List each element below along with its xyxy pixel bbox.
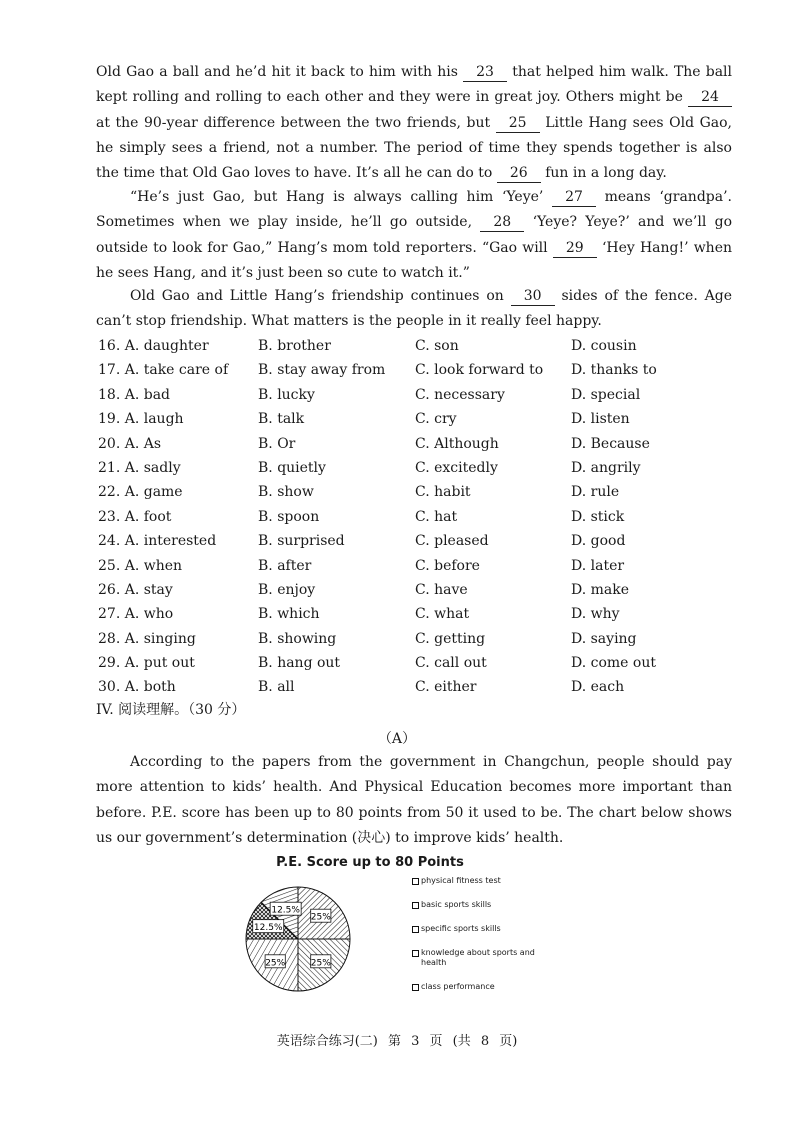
page-footer: 英语综合练习(二) 第 3 页 (共 8 页) — [276, 1034, 518, 1049]
blank-26: 26 — [497, 165, 541, 183]
legend-swatch — [412, 926, 419, 933]
option-c: C. Although — [415, 435, 499, 452]
option-row — [98, 334, 738, 358]
option-c: C. son — [415, 338, 459, 354]
option-b: B. quietly — [258, 459, 326, 476]
option-row — [98, 554, 738, 578]
legend-label: knowledge about sports and health — [421, 948, 535, 967]
option-row — [98, 407, 738, 431]
option-a: 30. A. both — [98, 679, 176, 696]
legend-item — [412, 900, 552, 910]
option-d: D. special — [571, 386, 641, 403]
passage-text: Little Hang sees Old Gao, he simply sees a friend, not a number. The period of time they spends together is also the time that Old Gao loves to have. It’s all he can do to — [96, 114, 732, 182]
option-b: B. spoon — [258, 508, 320, 525]
option-a: 26. A. stay — [98, 581, 173, 598]
legend-item — [412, 982, 552, 992]
option-b: B. show — [258, 484, 314, 501]
option-c: C. getting — [415, 630, 486, 647]
blank-29: 29 — [553, 240, 597, 258]
passage-label: （A） — [377, 731, 417, 747]
option-b: B. hang out — [258, 655, 341, 672]
option-row — [98, 529, 738, 553]
blank-25: 25 — [496, 115, 540, 133]
section-heading: IV. 阅读理解。（30 分） — [96, 702, 246, 718]
option-d: D. each — [571, 679, 625, 696]
passage-paragraph-1 — [96, 60, 732, 186]
chart-legend — [412, 876, 552, 1006]
option-c: C. pleased — [415, 533, 489, 550]
option-d: D. Because — [571, 435, 650, 452]
pie-slice-label: 25% — [265, 958, 286, 969]
option-c: C. necessary — [415, 386, 505, 403]
legend-label: basic sports skills — [421, 900, 492, 909]
option-a: 25. A. when — [98, 557, 183, 574]
option-b: B. brother — [258, 338, 331, 354]
option-d: D. angrily — [571, 459, 641, 476]
option-d: D. rule — [571, 484, 620, 501]
option-row — [98, 383, 738, 407]
legend-item — [412, 948, 552, 968]
passage-paragraph-2 — [96, 185, 732, 286]
option-a: 24. A. interested — [98, 533, 217, 550]
option-b: B. lucky — [258, 386, 315, 403]
passage-text: means ‘grandpa’. Sometimes when we play inside, he’ll go outside, — [96, 189, 732, 231]
option-row — [98, 432, 738, 456]
legend-item — [412, 876, 552, 886]
option-d: D. thanks to — [571, 362, 657, 379]
option-row — [98, 675, 738, 699]
blank-27: 27 — [552, 189, 596, 207]
pie-slice-label: 25% — [310, 958, 331, 969]
option-d: D. later — [571, 557, 625, 574]
option-a: 20. A. As — [98, 435, 162, 452]
option-b: B. surprised — [258, 533, 345, 550]
option-c: C. excitedly — [415, 459, 498, 476]
legend-swatch — [412, 902, 419, 909]
option-b: B. which — [258, 606, 320, 623]
option-row — [98, 456, 738, 480]
option-b: B. enjoy — [258, 581, 316, 598]
passage-paragraph-3 — [96, 284, 732, 335]
legend-label: class performance — [421, 982, 495, 991]
legend-label: physical fitness test — [421, 876, 501, 885]
option-b: B. after — [258, 557, 312, 574]
passage-text: “He’s just Gao, but Hang is always calling him ‘Yeye’ — [130, 189, 552, 205]
pie-slice-label: 12.5% — [253, 923, 283, 934]
option-c: C. cry — [415, 411, 457, 428]
option-d: D. saying — [571, 630, 637, 647]
option-row — [98, 505, 738, 529]
answer-options — [98, 334, 738, 700]
option-a: 28. A. singing — [98, 630, 196, 647]
passage-text: ‘Yeye? Yeye?’ and we’ll go outside to look for Gao,” Hang’s mom told reporters. “Gao will — [96, 214, 732, 256]
option-b: B. showing — [258, 630, 337, 647]
option-a: 18. A. bad — [98, 386, 170, 403]
legend-label: specific sports skills — [421, 924, 501, 933]
legend-swatch — [412, 984, 419, 991]
blank-23: 23 — [463, 64, 507, 82]
option-row — [98, 480, 738, 504]
pie-chart — [238, 876, 358, 1002]
option-a: 27. A. who — [98, 606, 174, 623]
option-a: 19. A. laugh — [98, 411, 184, 428]
option-row — [98, 358, 738, 382]
option-d: D. why — [571, 606, 620, 623]
option-d: D. listen — [571, 411, 630, 428]
passage-text: at the 90-year difference between the two friends, but — [96, 114, 496, 131]
pie-slice-label: 12.5% — [271, 905, 300, 916]
option-a: 21. A. sadly — [98, 459, 181, 476]
option-b: B. all — [258, 679, 295, 696]
blank-24: 24 — [688, 89, 732, 107]
option-c: C. before — [415, 557, 480, 574]
pie-slice-label: 25% — [310, 912, 331, 923]
option-a: 23. A. foot — [98, 508, 172, 525]
option-c: C. either — [415, 679, 477, 696]
legend-swatch — [412, 950, 419, 957]
option-d: D. stick — [571, 508, 625, 525]
passage-text: ‘Hey Hang!’ when he sees Hang, and it’s just been so cute to watch it.” — [96, 239, 732, 281]
option-row — [98, 627, 738, 651]
passage-text: sides of the fence. Age can’t stop friendship. What matters is the people in it really feel happy. — [96, 288, 732, 330]
passage-text: Old Gao a ball and he’d hit it back to him with his — [96, 64, 464, 80]
blank-28: 28 — [480, 214, 524, 232]
reading-paragraph: According to the papers from the government in Changchun, people should pay more attention to kids’ health. And Physical Education becomes more important than before. P.E. score has been up to 80 points from 50 it used to be. The chart below shows us our government’s determination (决心) to improve kids’ health. — [96, 754, 732, 846]
option-b: B. talk — [258, 411, 305, 428]
option-c: C. call out — [415, 655, 487, 672]
option-b: B. Or — [258, 435, 296, 452]
option-row — [98, 578, 738, 602]
legend-item — [412, 924, 552, 934]
option-d: D. cousin — [571, 338, 637, 354]
option-d: D. good — [571, 533, 626, 550]
option-row — [98, 602, 738, 626]
option-a: 17. A. take care of — [98, 362, 229, 379]
option-c: C. what — [415, 606, 470, 623]
chart-title: P.E. Score up to 80 Points — [276, 855, 464, 870]
passage-text: that helped him walk. The ball kept rolling and rolling to each other and they were in great joy. Others might be — [96, 64, 733, 106]
option-c: C. habit — [415, 484, 471, 501]
option-c: C. hat — [415, 508, 458, 525]
option-row — [98, 651, 738, 675]
option-d: D. make — [571, 581, 630, 598]
legend-swatch — [412, 878, 419, 885]
option-d: D. come out — [571, 655, 656, 672]
option-a: 22. A. game — [98, 484, 183, 501]
option-a: 29. A. put out — [98, 655, 195, 672]
option-b: B. stay away from — [258, 362, 386, 379]
option-a: 16. A. daughter — [98, 338, 209, 354]
option-c: C. have — [415, 581, 468, 598]
passage-text: Old Gao and Little Hang’s friendship continues on — [130, 288, 511, 304]
blank-30: 30 — [511, 288, 555, 306]
option-c: C. look forward to — [415, 362, 544, 379]
passage-text: fun in a long day. — [540, 165, 667, 182]
